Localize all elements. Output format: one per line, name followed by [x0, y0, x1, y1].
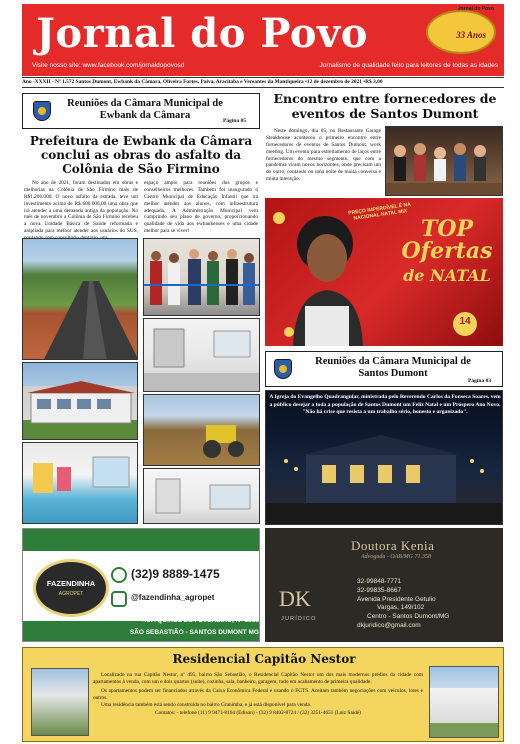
photo-interior	[143, 318, 260, 392]
school-shapes	[23, 363, 138, 440]
masthead	[22, 4, 504, 76]
fazendinha-address-1: RUA QUINZE DE FEVEREIRO, Nº 1585	[141, 617, 259, 624]
fazendinha-address-2: SÃO SEBASTIÃO - SANTOS DUMONT MG	[129, 629, 259, 636]
residencial-title: Residencial Capitão Nestor	[172, 652, 356, 666]
ad-top-ofertas-natal[interactable]	[265, 198, 503, 346]
badge-label: 33 Anos	[456, 30, 486, 40]
newspaper-title: Jornal do Povo	[36, 10, 368, 57]
residencial-contacts[interactable]: Contatos: - telefone (11) 9 9471-8164 (Edison) - (32) 9 8402-8724 / (32) 3251-4651 (Luiz Saidé)	[155, 710, 361, 717]
dk-name: Doutora Kenia	[351, 538, 435, 553]
crest-icon	[274, 359, 292, 379]
dk-email[interactable]: dkjuridico@gmail.com	[357, 621, 421, 629]
photo-school-building	[22, 362, 138, 440]
ad-natal-title-1: TOP	[420, 216, 474, 242]
slogan: Jornalismo de qualidade feito para leitores de todas as idades	[319, 62, 498, 69]
section-header-santos-dumont[interactable]	[265, 351, 503, 387]
section-title: Reuniões da Câmara Municipal de Ewbank da Câmara	[67, 98, 223, 121]
photo-classroom	[22, 442, 138, 524]
roller-shape	[144, 395, 260, 466]
residencial-text	[93, 672, 423, 717]
ad-natal-title-3: de NATAL	[403, 266, 491, 285]
ad-doutora-kenia[interactable]	[265, 528, 503, 642]
interior-shapes	[144, 319, 260, 392]
dateline: Ano -XXXII - Nº 1.572 Santos Dumont, Ewbank da Câmara, Oliveira Fortes, Paiva, Aracitaba e Vereantes da Mantiqueira •12 de dezembro de 2021 •R$ 3,00	[22, 79, 383, 85]
dk-contact-block	[357, 578, 449, 631]
divider	[22, 87, 504, 88]
photo-meeting-group	[385, 126, 503, 196]
people-shapes	[144, 239, 260, 316]
dk-address-2: Vargas, 149/102	[377, 604, 425, 612]
residencial-body-3: Uma residência também está sendo construída no bairro Granimba, e já está disponível para venda.	[101, 701, 312, 708]
divider	[22, 77, 504, 78]
fazendinha-brand-sub: AGROPET	[58, 591, 84, 597]
badge-top-label: Jornal do Povo	[457, 6, 494, 12]
ad-residencial[interactable]	[22, 647, 504, 742]
fazendinha-phone[interactable]: (32)9 8889-1475	[131, 567, 220, 581]
headline-encontro[interactable]: Encontro entre fornecedores de eventos de Santos Dumont	[273, 91, 497, 121]
ad-fazendinha[interactable]	[22, 528, 260, 642]
photo-ribbon-cutting	[143, 238, 260, 316]
residencial-body-1: Localizado na rua Capitão Nestor, nº 495, bairro São Sebastião, o Residencial Capitão Nestor um dos mais modernos prédios da cidade com apartamentos à venda, com um e dois quartos (suíte), cozinha, sala, banheiro, garagem, tudo em acabamento de primeira qualidade.	[93, 672, 423, 685]
instagram-icon	[111, 591, 127, 607]
page-ref: Página 03	[468, 378, 492, 384]
ad-faz-band-top	[23, 529, 260, 551]
article-column-1: No ano de 2021, foram destinados em obras e melhorias na Colônia de São Firmino mais de R$1.200.000. O novo asfalto da estrada, teve um investimento acima de R$ 600.000,00 uma obra que irá atender a uma demanda antiga da população. No mês de novembro a Colônia de São Firmino recebeu a nova Unidade Básica de Saúde reformada e ampliada para melhor atender aos usuários do SUS,	[24, 180, 138, 235]
website-link[interactable]: Visite nosso site: www.facebook.com/jornaldopovosd	[32, 62, 185, 69]
health-unit-shapes	[144, 469, 260, 524]
church-message: A Igreja do Evangelho Quadrangular, ministrada pelo Reverendo Carlos da Fonseca Soares, vem a público desejar a toda a população de Santos Dumont um Feliz Natal e um Próspero Ano Novo. "Não há crise que resista a um trabalho sério, honesto e organizado".	[269, 394, 501, 416]
dk-logo-sub: JURÍDICO	[281, 616, 317, 622]
dk-address-3: Centro - Santos Dumont/MG	[367, 613, 450, 621]
article-encontro: Neste domingo, dia 05, no Restaurante Garage Steakhouse aconteceu o primeiro encontro entre fornecedores de eventos de Santos Dumont, work meeting. Um evento para estreitamento de laços entre fornecedores do mesmo segmento, que com a pandemia viram novos horizontes, onde precisam um do outro, contando ou uma noite de muita conversa e muita interação.	[266, 128, 381, 183]
crest-icon	[33, 101, 51, 121]
classroom-shapes	[23, 443, 138, 524]
fazendinha-logo	[33, 559, 109, 617]
section-title: Reuniões da Câmara Municipal de Santos Dumont	[315, 356, 471, 379]
photo-health-unit	[143, 468, 260, 524]
residencial-photo-right	[429, 666, 499, 738]
ad-natal-badge: 14	[459, 316, 471, 327]
photo-road-construction	[22, 238, 138, 360]
dk-logo: DK	[279, 586, 311, 611]
article-column-2: espaço amplo para reuniões dos grupos e conselheiros melhores. Também foi inaugurado o Centro Municipal de Educação Infantil que irá melhor atender aos alunos, com infraestrutura adequada. A Administração Municipal vem cumprindo seu plano de governo, proporcionando qualidade de vida aos ewbankenses e uma cidade melhor para se viver!	[144, 180, 258, 235]
section-header-ewbank[interactable]	[22, 93, 260, 129]
residencial-photo-left	[31, 668, 89, 736]
fazendinha-instagram[interactable]: @fazendinha_agropet	[131, 593, 215, 602]
fazendinha-brand: FAZENDINHA	[46, 579, 96, 588]
group-shapes	[386, 127, 503, 196]
whatsapp-icon	[111, 567, 127, 583]
headline-ewbank[interactable]: Prefeitura de Ewbank da Câmara conclui as obras do asfalto da Colônia de São Firmino	[29, 134, 253, 177]
residencial-body-2: Os apartamentos podem ser financiados através da Caixa Econômica Federal e usando o FGTS. Aceitam também negociações com veículos, lotes e outros.	[93, 687, 423, 701]
dk-address-1: Avenida Presidente Getulio	[357, 595, 436, 603]
dk-phone-2[interactable]: 32-99835-8667	[357, 586, 402, 594]
page-ref: Página 05	[223, 118, 247, 124]
dk-phone-1[interactable]: 32-99848-7771	[357, 578, 402, 585]
ad-natal-title-2: Ofertas	[401, 238, 493, 264]
ad-natal-title	[395, 218, 499, 284]
road-shape	[23, 239, 138, 360]
dk-subtitle: Advogada - OAB/MG 71.358	[361, 554, 431, 560]
photo-road-roller	[143, 394, 260, 466]
ad-natal-tagline: PREÇO IMPERDÍVEL É NA NACIONAL NATAL MIX	[347, 201, 412, 222]
